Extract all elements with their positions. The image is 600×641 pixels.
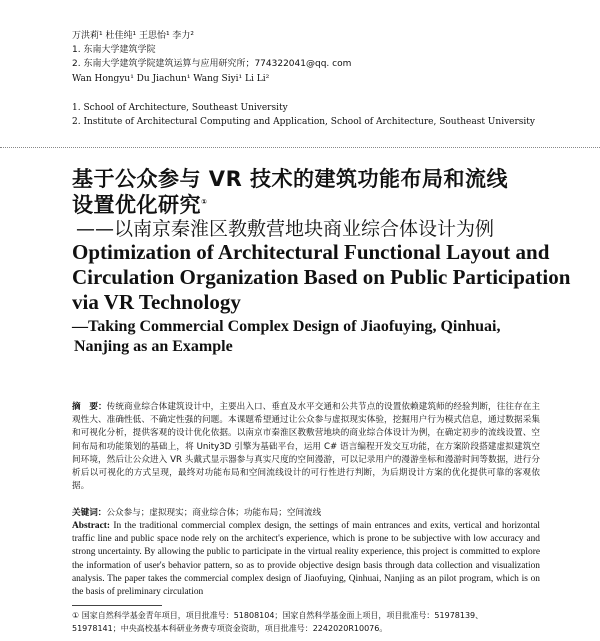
keywords-zh-label: 关键词：	[72, 508, 107, 518]
subtitle-en-line-2: Nanjing as an Example	[74, 338, 233, 355]
title-zh-line-1: 基于公众参与 VR 技术的建筑功能布局和流线	[72, 167, 509, 191]
footnote	[72, 609, 542, 635]
abstract-en-label: Abstract:	[72, 521, 111, 531]
authors-en: Wan Hongyu¹ Du Jiachun¹ Wang Siyi¹ Li Li²	[72, 74, 270, 84]
affiliation-zh-1: 1. 东南大学建筑学院	[72, 45, 156, 55]
abstract-en	[72, 520, 540, 599]
keywords-zh	[72, 507, 540, 520]
affiliation-en-1: 1. School of Architecture, Southeast University	[72, 103, 288, 113]
title-en-line-3: via VR Technology	[72, 290, 241, 314]
affiliation-en-2: 2. Institute of Architectural Computing and Application, School of Architecture, Southeast University	[72, 117, 535, 127]
title-zh-line-2-text: 设置优化研究	[72, 193, 201, 217]
title-en-line-1: Optimization of Architectural Functional Layout and	[72, 240, 550, 264]
abstract-en-text: In the traditional commercial complex design, the settings of main entrances and exits, vertical and horizontal traffic line and public space node rely on the architect's experience, which is prone to be subjective with low accuracy and strong uncertainty. By allowing the public to participate in the virtual reality experience, this project is committed to explore the information of user's behavior pattern, so as to provide objective design basis through data collection and visualization analysis. The paper takes the commercial complex design of Jiaofuying, Qinhuai, Nanjing as an pilot program, which is on the basis of preliminary circulation	[72, 521, 541, 598]
abstract-zh-label: 摘 要：	[72, 402, 107, 412]
affiliation-zh-2: 2. 东南大学建筑学院建筑运算与应用研究所；774322041@qq. com	[72, 59, 352, 69]
title-en-line-2: Circulation Organization Based on Public Participation	[72, 265, 571, 289]
footnote-divider	[72, 605, 162, 606]
authors-zh: 万洪莉¹ 杜佳纯¹ 王思怡¹ 李力²	[72, 31, 195, 41]
header-divider	[0, 147, 600, 148]
footnote-line-2: 51978141；中央高校基本科研业务费专项资金资助，项目批准号：2242020R10076。	[72, 624, 388, 633]
footnote-mark: ①	[201, 198, 208, 206]
keywords-zh-text: 公众参与；虚拟现实；商业综合体；功能布局；空间流线	[106, 508, 322, 518]
abstract-zh-text: 传统商业综合体建筑设计中，主要出入口、垂直及水平交通和公共节点的设置依赖建筑师的经验判断，往往存在主观性大、准确性低、不确定性强的问题。本课题希望通过让公众参与虚拟现实体验，挖掘用户行为模式信息，通过数据采集和可视化分析，提供客观的设计优化依据。以南京市秦淮区教敷营地块的商业综合体设计为例，在确定初步的流线设置、空间布局和功能策划的基础上，将 Unity3D 引擎为基础平台，运用 C# 语言编程开发交互功能，在方案阶段搭建虚拟建筑空间环境，然后让公众进入 VR 头戴式显示器参与真实尺度的空间漫游，可以记录用户的漫游坐标和漫游时间等数据，进行分析后以可视化的方式呈现，最终对功能布局和空间流线设计的可行性进行判断，为后期设计方案的优化提供可靠的客观依据。	[72, 402, 540, 492]
subtitle-zh: ——以南京秦淮区教敷营地块商业综合体设计为例	[76, 218, 495, 240]
footnote-line-1: ① 国家自然科学基金青年项目，项目批准号：51808104；国家自然科学基金面上项目，项目批准号：51978139、	[72, 611, 484, 620]
subtitle-en-line-1: —Taking Commercial Complex Design of Jiaofuying, Qinhuai,	[72, 318, 501, 335]
abstract-zh	[72, 401, 540, 493]
